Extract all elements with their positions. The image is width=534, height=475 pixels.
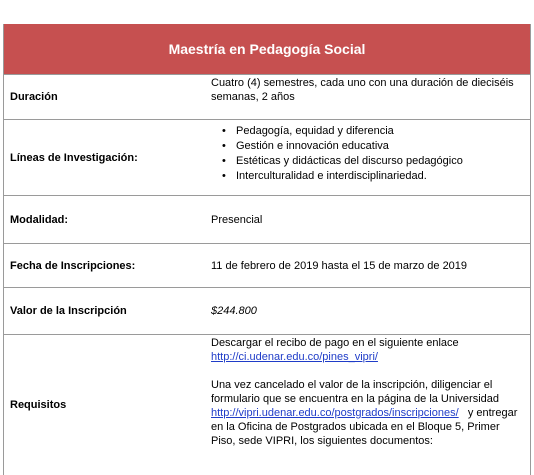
- valor-label: Valor de la Inscripción: [10, 305, 127, 317]
- lineas-label: Líneas de Investigación:: [10, 151, 138, 164]
- row-duracion: [4, 75, 530, 120]
- fecha-value: 11 de febrero de 2019 hasta el 15 de marzo de 2019: [211, 259, 468, 272]
- row-fecha: [4, 244, 530, 288]
- bullet-icon: •: [222, 155, 226, 167]
- list-item: [211, 169, 524, 184]
- program-info-table: [3, 24, 531, 475]
- bullet-icon: •: [222, 125, 226, 137]
- bullet-icon: •: [222, 170, 226, 182]
- lineas-item-text: Gestión e innovación educativa: [236, 140, 389, 152]
- duracion-label: Duración: [10, 91, 58, 103]
- list-item: [211, 124, 524, 139]
- lineas-item-text: Pedagogía, equidad y diferencia: [236, 125, 394, 137]
- valor-cell: [204, 288, 530, 334]
- row-modalidad: [4, 196, 530, 244]
- requisitos-intro: Descargar el recibo de pago en el siguiente enlace: [211, 337, 459, 349]
- program-title: Maestría en Pedagogía Social: [4, 24, 530, 75]
- list-item: [211, 139, 524, 154]
- requisitos-paragraph-2: [211, 378, 524, 448]
- requisitos-para2-start: Una vez cancelado el valor de la inscripción, diligenciar el formulario que se encuentra en la página de la Universidad: [211, 379, 500, 405]
- lineas-item-text: Interculturalidad e interdisciplinariedad.: [236, 170, 427, 182]
- requisitos-label: Requisitos: [10, 399, 67, 411]
- modalidad-label: Modalidad:: [10, 213, 69, 226]
- requisitos-value: [204, 335, 530, 475]
- inscripciones-link[interactable]: http://vipri.udenar.edu.co/postgrados/inscripciones/: [211, 407, 459, 419]
- modalidad-value: Presencial: [211, 213, 263, 226]
- row-requisitos: [4, 335, 530, 475]
- valor-value: $244.800: [211, 305, 257, 317]
- lineas-list: [211, 120, 524, 184]
- requisitos-paragraph-1: [211, 336, 524, 364]
- list-item: [211, 154, 524, 169]
- lineas-item-text: Estéticas y didácticas del discurso pedagógico: [236, 155, 463, 167]
- row-lineas: [4, 120, 530, 196]
- duracion-value: Cuatro (4) semestres, cada uno con una duración de dieciséis semanas, 2 años: [211, 77, 514, 103]
- bullet-icon: •: [222, 140, 226, 152]
- lineas-value: [204, 120, 530, 195]
- fecha-label: Fecha de Inscripciones:: [10, 259, 136, 272]
- row-valor: [4, 288, 530, 335]
- pines-vipri-link[interactable]: http://ci.udenar.edu.co/pines_vipri/: [211, 351, 378, 363]
- requisitos-para2-end: y entregar en la Oficina de Postgrados ubicada en el Bloque 5, Primer Piso, sede VIPRI, los siguientes documentos:: [211, 407, 518, 447]
